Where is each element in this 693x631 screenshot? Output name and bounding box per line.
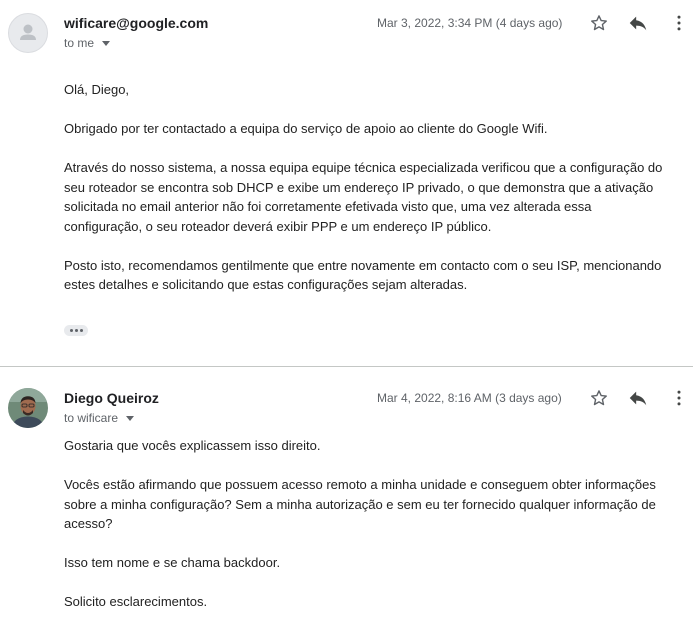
message-date: Mar 3, 2022, 3:34 PM (4 days ago) [377, 16, 563, 30]
reply-arrow-icon [627, 387, 649, 409]
vertical-dots-icon [669, 13, 689, 33]
star-button[interactable] [587, 386, 611, 410]
chevron-down-icon [102, 41, 110, 46]
profile-photo [8, 388, 48, 428]
message-body [64, 80, 664, 314]
chevron-down-icon [126, 416, 134, 421]
body-paragraph: Isso tem nome e se chama backdoor. [64, 555, 281, 570]
more-options-button[interactable] [667, 11, 691, 35]
recipient-details-toggle[interactable] [64, 411, 134, 425]
message-date: Mar 4, 2022, 8:16 AM (3 days ago) [377, 391, 562, 405]
star-button[interactable] [587, 11, 611, 35]
star-outline-icon [589, 13, 609, 33]
vertical-dots-icon [669, 388, 689, 408]
body-paragraph: Olá, Diego, [64, 82, 130, 97]
dot [75, 329, 78, 332]
body-paragraph: Através do nosso sistema, a nossa equipa equipe técnica especializada verificou que a configuração do seu roteador se encontra sob DHCP e exibe um endereço IP privado, o que demonstra que a ativação solicitada no email anterior não foi corretamente efetivada visto que, uma vez alterada essa configuração, o seu roteador deverá exibir PPP e um endereço IP público. [64, 160, 663, 234]
recipient-label: to wificare [64, 411, 119, 425]
star-outline-icon [589, 388, 609, 408]
recipient-details-toggle[interactable] [64, 36, 110, 50]
more-options-button[interactable] [667, 386, 691, 410]
reply-arrow-icon [627, 12, 649, 34]
body-paragraph: Obrigado por ter contactado a equipa do serviço de apoio ao cliente do Google Wifi. [64, 121, 548, 136]
sender-name: Diego Queiroz [64, 390, 159, 406]
message-body [64, 436, 664, 631]
email-message [0, 367, 693, 616]
recipient-label: to me [64, 36, 95, 50]
reply-button[interactable] [626, 386, 650, 410]
body-paragraph: Solicito esclarecimentos. [64, 594, 208, 609]
default-person-icon [9, 14, 47, 52]
dot [70, 329, 73, 332]
sender-avatar[interactable] [8, 388, 48, 428]
body-paragraph: Posto isto, recomendamos gentilmente que entre novamente em contacto com o seu ISP, mencionando estes detalhes e solicitando que estas configurações sejam alteradas. [64, 257, 662, 292]
body-paragraph: Vocês estão afirmando que possuem acesso remoto a minha unidade e conseguem obter informações sobre a minha configuração? Sem a minha autorização e sem eu ter fornecido qualquer informação de acesso? [64, 477, 656, 531]
sender-avatar[interactable] [8, 13, 48, 53]
show-trimmed-content-button[interactable] [64, 325, 88, 336]
sender-name: wificare@google.com [64, 15, 209, 31]
reply-button[interactable] [626, 11, 650, 35]
dot [80, 329, 83, 332]
body-paragraph: Gostaria que vocês explicassem isso direito. [64, 438, 321, 453]
